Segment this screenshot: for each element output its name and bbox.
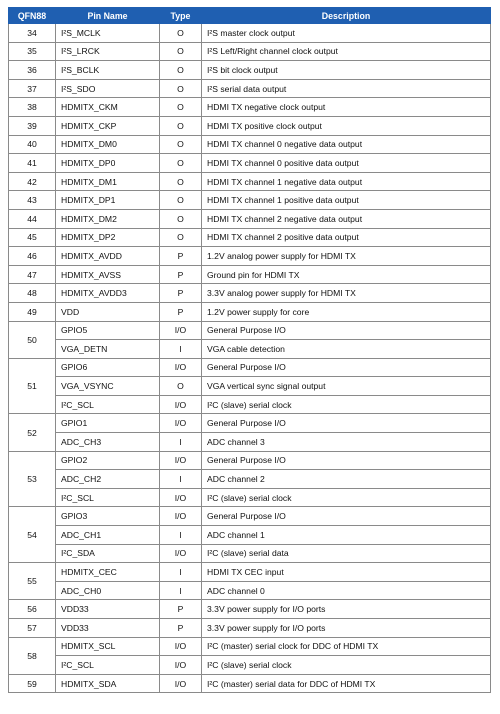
pin-type: O <box>160 377 202 396</box>
table-row <box>9 377 491 396</box>
pin-name: I²C_SCL <box>56 656 160 675</box>
pin-type: I/O <box>160 358 202 377</box>
pin-description: 3.3V analog power supply for HDMI TX <box>202 284 491 303</box>
pin-type: O <box>160 42 202 61</box>
pin-description: VGA cable detection <box>202 340 491 359</box>
pin-description: ADC channel 0 <box>202 581 491 600</box>
pin-number: 46 <box>9 247 56 266</box>
pin-name: GPIO3 <box>56 507 160 526</box>
table-row <box>9 61 491 80</box>
pin-name: HDMITX_AVSS <box>56 265 160 284</box>
table-row <box>9 209 491 228</box>
pin-number: 36 <box>9 61 56 80</box>
pin-name: VGA_VSYNC <box>56 377 160 396</box>
table-row <box>9 600 491 619</box>
pin-description: ADC channel 3 <box>202 433 491 452</box>
pin-type: I <box>160 581 202 600</box>
pin-type: I/O <box>160 637 202 656</box>
header-type: Type <box>160 8 202 24</box>
pin-number: 34 <box>9 24 56 43</box>
table-row <box>9 470 491 489</box>
table-row <box>9 414 491 433</box>
pin-description: ADC channel 2 <box>202 470 491 489</box>
table-row <box>9 395 491 414</box>
pin-name: HDMITX_CKM <box>56 98 160 117</box>
pin-type: I <box>160 563 202 582</box>
pin-type: O <box>160 228 202 247</box>
pin-name: HDMITX_AVDD3 <box>56 284 160 303</box>
table-row <box>9 656 491 675</box>
table-row <box>9 544 491 563</box>
pin-type: O <box>160 191 202 210</box>
pin-description: ADC channel 1 <box>202 526 491 545</box>
pin-type: I/O <box>160 507 202 526</box>
pin-description: HDMI TX negative clock output <box>202 98 491 117</box>
table-row <box>9 135 491 154</box>
table-row <box>9 507 491 526</box>
table-row <box>9 247 491 266</box>
pin-name: VGA_DETN <box>56 340 160 359</box>
table-row <box>9 619 491 638</box>
pin-number: 48 <box>9 284 56 303</box>
pin-number: 51 <box>9 358 56 414</box>
pin-type: I/O <box>160 451 202 470</box>
pin-description: General Purpose I/O <box>202 507 491 526</box>
table-row <box>9 24 491 43</box>
pin-description: HDMI TX channel 0 negative data output <box>202 135 491 154</box>
pin-type: I/O <box>160 395 202 414</box>
pin-number: 37 <box>9 79 56 98</box>
pin-type: I/O <box>160 488 202 507</box>
pin-number: 58 <box>9 637 56 674</box>
pin-type: I <box>160 470 202 489</box>
pin-type: O <box>160 24 202 43</box>
pin-description: Ground pin for HDMI TX <box>202 265 491 284</box>
pin-name: HDMITX_SCL <box>56 637 160 656</box>
table-row <box>9 321 491 340</box>
pin-number: 59 <box>9 674 56 693</box>
header-description: Description <box>202 8 491 24</box>
pin-type: P <box>160 247 202 266</box>
table-row <box>9 116 491 135</box>
pin-description: I²S serial data output <box>202 79 491 98</box>
pin-type: O <box>160 116 202 135</box>
pin-name: HDMITX_SDA <box>56 674 160 693</box>
pin-number: 42 <box>9 172 56 191</box>
pin-type: I <box>160 526 202 545</box>
pin-description: I²C (slave) serial clock <box>202 656 491 675</box>
table-row <box>9 172 491 191</box>
pin-number: 55 <box>9 563 56 600</box>
table-row <box>9 42 491 61</box>
pin-table-container <box>8 7 490 693</box>
pin-name: I²C_SCL <box>56 395 160 414</box>
pin-description: HDMI TX CEC input <box>202 563 491 582</box>
pin-type: P <box>160 302 202 321</box>
pin-description: I²C (slave) serial clock <box>202 395 491 414</box>
pin-number: 35 <box>9 42 56 61</box>
table-row <box>9 433 491 452</box>
pin-type: O <box>160 61 202 80</box>
pin-description: I²S bit clock output <box>202 61 491 80</box>
table-row <box>9 358 491 377</box>
pin-name: I²C_SDA <box>56 544 160 563</box>
pin-number: 41 <box>9 154 56 173</box>
pin-name: ADC_CH3 <box>56 433 160 452</box>
pin-number: 50 <box>9 321 56 358</box>
pin-name: GPIO2 <box>56 451 160 470</box>
pin-type: I/O <box>160 674 202 693</box>
pin-type: I/O <box>160 414 202 433</box>
pin-number: 44 <box>9 209 56 228</box>
pin-description: HDMI TX channel 1 positive data output <box>202 191 491 210</box>
table-row <box>9 563 491 582</box>
pin-number: 56 <box>9 600 56 619</box>
pin-type: O <box>160 209 202 228</box>
pin-description: HDMI TX channel 0 positive data output <box>202 154 491 173</box>
pin-name: HDMITX_CEC <box>56 563 160 582</box>
pin-number: 53 <box>9 451 56 507</box>
pin-type: P <box>160 600 202 619</box>
pin-name: VDD33 <box>56 619 160 638</box>
pin-type: P <box>160 265 202 284</box>
pin-name: ADC_CH1 <box>56 526 160 545</box>
pin-number: 39 <box>9 116 56 135</box>
pin-type: O <box>160 154 202 173</box>
table-row <box>9 488 491 507</box>
pin-description: 3.3V power supply for I/O ports <box>202 619 491 638</box>
pin-name: I²C_SCL <box>56 488 160 507</box>
header-qfn88: QFN88 <box>9 8 56 24</box>
pin-number: 47 <box>9 265 56 284</box>
table-row <box>9 637 491 656</box>
pin-name: HDMITX_CKP <box>56 116 160 135</box>
pin-number: 45 <box>9 228 56 247</box>
pin-type: I <box>160 340 202 359</box>
pin-description: General Purpose I/O <box>202 358 491 377</box>
table-row <box>9 284 491 303</box>
table-header-row <box>9 8 491 24</box>
pin-name: ADC_CH0 <box>56 581 160 600</box>
pin-description: I²C (master) serial data for DDC of HDMI TX <box>202 674 491 693</box>
pin-number: 52 <box>9 414 56 451</box>
table-row <box>9 265 491 284</box>
table-row <box>9 154 491 173</box>
pin-name: HDMITX_DP1 <box>56 191 160 210</box>
pin-name: HDMITX_DM0 <box>56 135 160 154</box>
pin-name: GPIO6 <box>56 358 160 377</box>
pin-description: General Purpose I/O <box>202 451 491 470</box>
pin-description: I²C (slave) serial clock <box>202 488 491 507</box>
pin-name: VDD <box>56 302 160 321</box>
pin-name: HDMITX_DP0 <box>56 154 160 173</box>
pin-description: HDMI TX channel 1 negative data output <box>202 172 491 191</box>
pin-description: I²C (master) serial clock for DDC of HDMI TX <box>202 637 491 656</box>
pin-number: 57 <box>9 619 56 638</box>
pin-description: I²S Left/Right channel clock output <box>202 42 491 61</box>
pin-name: GPIO5 <box>56 321 160 340</box>
pin-name: HDMITX_DM2 <box>56 209 160 228</box>
pin-name: VDD33 <box>56 600 160 619</box>
pin-description: 1.2V power supply for core <box>202 302 491 321</box>
pin-description: 3.3V power supply for I/O ports <box>202 600 491 619</box>
table-row <box>9 191 491 210</box>
pin-number: 40 <box>9 135 56 154</box>
pin-type: P <box>160 619 202 638</box>
pin-description: I²C (slave) serial data <box>202 544 491 563</box>
pin-name: I²S_MCLK <box>56 24 160 43</box>
pin-description: HDMI TX positive clock output <box>202 116 491 135</box>
pin-name: ADC_CH2 <box>56 470 160 489</box>
pin-description-table <box>8 7 491 693</box>
table-row <box>9 451 491 470</box>
pin-number: 43 <box>9 191 56 210</box>
table-row <box>9 674 491 693</box>
table-row <box>9 526 491 545</box>
table-row <box>9 302 491 321</box>
pin-type: P <box>160 284 202 303</box>
pin-name: HDMITX_DP2 <box>56 228 160 247</box>
table-row <box>9 340 491 359</box>
pin-type: I/O <box>160 544 202 563</box>
pin-number: 49 <box>9 302 56 321</box>
pin-name: I²S_LRCK <box>56 42 160 61</box>
table-row <box>9 98 491 117</box>
header-pin-name: Pin Name <box>56 8 160 24</box>
pin-type: I/O <box>160 321 202 340</box>
pin-type: I/O <box>160 656 202 675</box>
pin-type: O <box>160 98 202 117</box>
pin-description: General Purpose I/O <box>202 321 491 340</box>
pin-type: O <box>160 172 202 191</box>
pin-name: HDMITX_DM1 <box>56 172 160 191</box>
table-row <box>9 79 491 98</box>
pin-description: 1.2V analog power supply for HDMI TX <box>202 247 491 266</box>
pin-name: I²S_BCLK <box>56 61 160 80</box>
pin-name: I²S_SDO <box>56 79 160 98</box>
pin-description: VGA vertical sync signal output <box>202 377 491 396</box>
pin-description: I²S master clock output <box>202 24 491 43</box>
table-row <box>9 581 491 600</box>
pin-description: HDMI TX channel 2 negative data output <box>202 209 491 228</box>
table-row <box>9 228 491 247</box>
pin-type: I <box>160 433 202 452</box>
pin-number: 54 <box>9 507 56 563</box>
pin-type: O <box>160 79 202 98</box>
pin-name: HDMITX_AVDD <box>56 247 160 266</box>
pin-type: O <box>160 135 202 154</box>
pin-description: HDMI TX channel 2 positive data output <box>202 228 491 247</box>
pin-description: General Purpose I/O <box>202 414 491 433</box>
pin-number: 38 <box>9 98 56 117</box>
pin-name: GPIO1 <box>56 414 160 433</box>
